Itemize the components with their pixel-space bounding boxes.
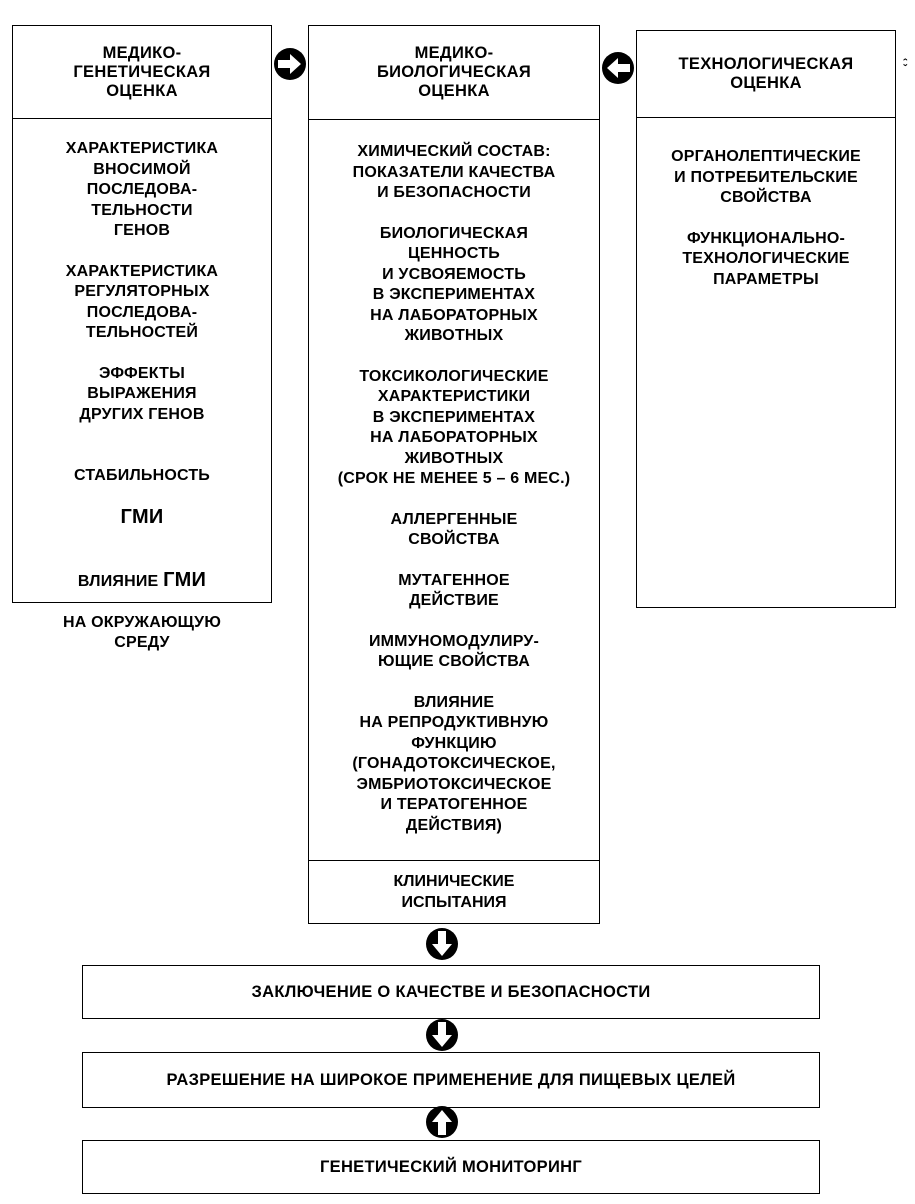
medico-biological-header: МЕДИКО- БИОЛОГИЧЕСКАЯ ОЦЕНКА bbox=[309, 26, 599, 120]
influence-prefix: ВЛИЯНИЕ bbox=[77, 572, 164, 590]
technological-header: ТЕХНОЛОГИЧЕСКАЯ ОЦЕНКА bbox=[637, 31, 895, 118]
arrow-right-icon bbox=[272, 46, 308, 82]
medico-biological-box bbox=[308, 25, 600, 924]
technological-box bbox=[636, 30, 896, 608]
arrow-left-icon bbox=[600, 50, 636, 86]
center-item-1: ХИМИЧЕСКИЙ СОСТАВ: ПОКАЗАТЕЛИ КАЧЕСТВА И БЕЗОПАСНОСТИ bbox=[352, 143, 556, 201]
right-item-1: ОРГАНОЛЕПТИЧЕСКИЕ И ПОТРЕБИТЕЛЬСКИЕ СВОЙСТВА bbox=[671, 148, 861, 206]
medico-genetic-box bbox=[12, 25, 272, 651]
center-item-5: МУТАГЕННОЕ ДЕЙСТВИЕ bbox=[398, 571, 510, 609]
conclusion-box: ЗАКЛЮЧЕНИЕ О КАЧЕСТВЕ И БЕЗОПАСНОСТИ bbox=[82, 965, 820, 1019]
center-item-3: ТОКСИКОЛОГИЧЕСКИЕ ХАРАКТЕРИСТИКИ В ЭКСПЕРИМЕНТАХ НА ЛАБОРАТОРНЫХ ЖИВОТНЫХ (СРОК НЕ МЕНЕЕ 5 – 6 МЕС.) bbox=[337, 367, 571, 487]
arrow-down-icon bbox=[424, 926, 460, 962]
clinical-trials-section: КЛИНИЧЕСКИЕ ИСПЫТАНИЯ bbox=[309, 860, 599, 923]
medico-genetic-items bbox=[13, 139, 271, 674]
arrow-up-icon bbox=[424, 1104, 460, 1140]
left-item-3: ЭФФЕКТЫ ВЫРАЖЕНИЯ ДРУГИХ ГЕНОВ bbox=[79, 364, 205, 423]
center-item-4: АЛЛЕРГЕННЫЕ СВОЙСТВА bbox=[390, 510, 518, 548]
left-item-2: ХАРАКТЕРИСТИКА РЕГУЛЯТОРНЫХ ПОСЛЕДОВА- ТЕЛЬНОСТЕЙ bbox=[65, 262, 219, 341]
influence-rest: НА ОКРУЖАЮЩУЮ СРЕДУ bbox=[62, 613, 222, 651]
left-item-5 bbox=[13, 549, 271, 654]
left-item-1: ХАРАКТЕРИСТИКА ВНОСИМОЙ ПОСЛЕДОВА- ТЕЛЬНОСТИ ГЕНОВ bbox=[65, 140, 219, 239]
page-edge-mark: ‹ › bbox=[901, 58, 911, 67]
center-item-2: БИОЛОГИЧЕСКАЯ ЦЕННОСТЬ И УСВОЯЕМОСТЬ В ЭКСПЕРИМЕНТАХ НА ЛАБОРАТОРНЫХ ЖИВОТНЫХ bbox=[370, 224, 538, 344]
stability-gmi: ГМИ bbox=[120, 505, 164, 528]
influence-gmi: ГМИ bbox=[163, 568, 207, 591]
technological-items bbox=[637, 147, 895, 310]
left-item-4 bbox=[13, 445, 271, 529]
genetic-monitoring-box: ГЕНЕТИЧЕСКИЙ МОНИТОРИНГ bbox=[82, 1140, 820, 1194]
medico-biological-items bbox=[309, 142, 599, 856]
medico-genetic-header: МЕДИКО- ГЕНЕТИЧЕСКАЯ ОЦЕНКА bbox=[13, 26, 271, 119]
center-item-7: ВЛИЯНИЕ НА РЕПРОДУКТИВНУЮ ФУНКЦИЮ (ГОНАДОТОКСИЧЕСКОЕ, ЭМБРИОТОКСИЧЕСКОЕ И ТЕРАТОГЕННОЕ ДЕЙСТВИЯ) bbox=[352, 693, 556, 834]
permission-box: РАЗРЕШЕНИЕ НА ШИРОКОЕ ПРИМЕНЕНИЕ ДЛЯ ПИЩЕВЫХ ЦЕЛЕЙ bbox=[82, 1052, 820, 1108]
right-item-2: ФУНКЦИОНАЛЬНО- ТЕХНОЛОГИЧЕСКИЕ ПАРАМЕТРЫ bbox=[682, 229, 850, 288]
stability-label: СТАБИЛЬНОСТЬ bbox=[73, 466, 211, 484]
center-item-6: ИММУНОМОДУЛИРУ- ЮЩИЕ СВОЙСТВА bbox=[368, 632, 540, 670]
arrow-down-icon-2 bbox=[424, 1017, 460, 1053]
